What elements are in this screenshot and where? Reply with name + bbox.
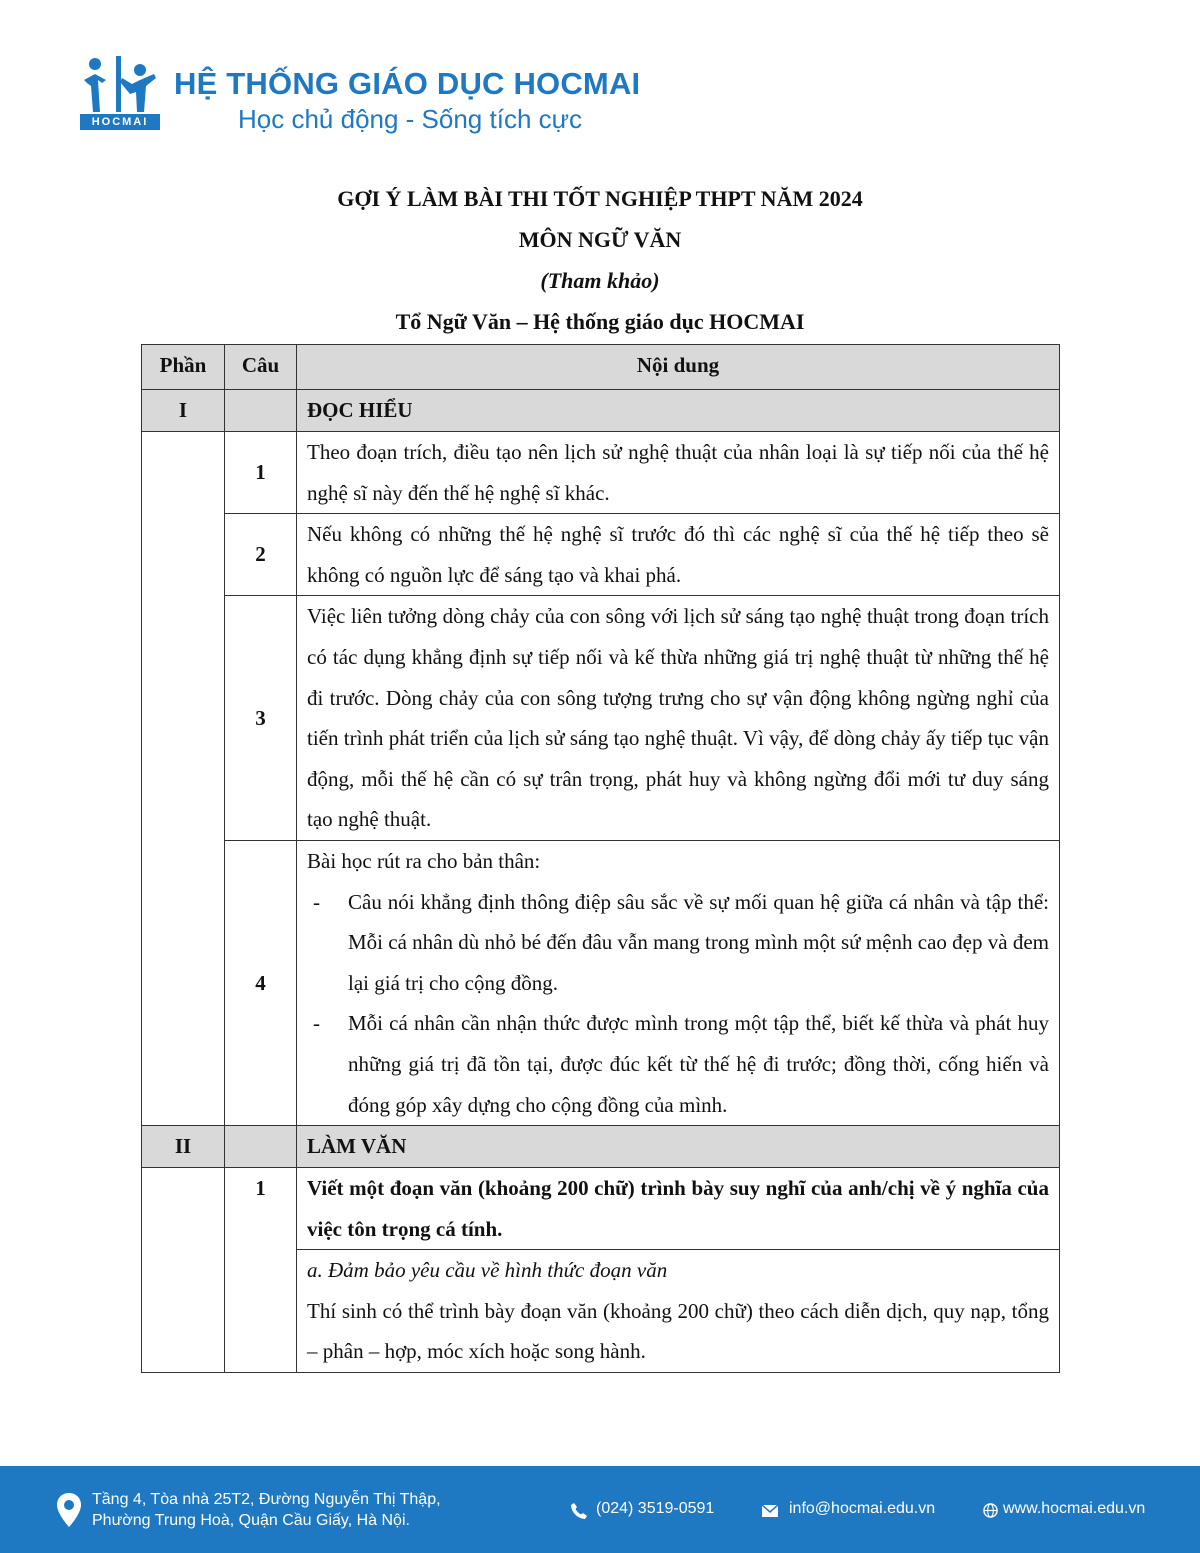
brand-slogan: Học chủ động - Sống tích cực bbox=[238, 104, 583, 134]
address-line: Tầng 4, Tòa nhà 25T2, Đường Nguyễn Thị Thập, bbox=[92, 1491, 441, 1508]
footer-website[interactable]: www.hocmai.edu.vn bbox=[1003, 1500, 1146, 1517]
document-title: GỢI Ý LÀM BÀI THI TỐT NGHIỆP THPT NĂM 2024 bbox=[337, 186, 863, 211]
table-row bbox=[142, 1168, 1060, 1250]
section-part: I bbox=[142, 390, 225, 432]
table-row bbox=[142, 596, 1060, 841]
section-part: II bbox=[142, 1126, 225, 1168]
answer-text: Theo đoạn trích, điều tạo nên lịch sử nghệ thuật của nhân loại là sự tiếp nối của thế hệ nghệ sĩ này đến thế hệ nghệ sĩ khác. bbox=[297, 432, 1060, 514]
section-title: ĐỌC HIỂU bbox=[297, 390, 1060, 432]
reference-note: (Tham khảo) bbox=[540, 268, 660, 293]
answer-cell bbox=[297, 1250, 1060, 1373]
footer-address bbox=[92, 1489, 441, 1531]
list-item bbox=[307, 882, 1049, 1004]
subject-title: MÔN NGỮ VĂN bbox=[518, 227, 682, 252]
bullet-dash: - bbox=[313, 889, 320, 914]
question-number: 3 bbox=[225, 596, 297, 841]
question-number: 4 bbox=[225, 840, 297, 1125]
bullet-text: Câu nói khẳng định thông điệp sâu sắc về sự mối quan hệ giữa cá nhân và tập thể: Mỗi cá nhân dù nhỏ bé đến đâu vẫn mang trong mình một sứ mệnh cao đẹp và đem lại giá trị cho cộng đồng. bbox=[348, 889, 1049, 995]
author-line: Tổ Ngữ Văn – Hệ thống giáo dục HOCMAI bbox=[395, 309, 805, 334]
answer-cell bbox=[297, 840, 1060, 1125]
brand-header bbox=[78, 48, 778, 138]
table-row bbox=[142, 514, 1060, 596]
section-title: LÀM VĂN bbox=[297, 1126, 1060, 1168]
answer-text: Nếu không có những thế hệ nghệ sĩ trước đó thì các nghệ sĩ của thế hệ tiếp theo sẽ không có nguồn lực để sáng tạo và khai phá. bbox=[297, 514, 1060, 596]
header-content: Nội dung bbox=[297, 345, 1060, 390]
question-prompt: Viết một đoạn văn (khoảng 200 chữ) trình bày suy nghĩ của anh/chị về ý nghĩa của việc tôn trọng cá tính. bbox=[297, 1168, 1060, 1250]
list-item bbox=[307, 1003, 1049, 1125]
phone-icon bbox=[570, 1502, 588, 1520]
answer-intro: Bài học rút ra cho bản thân: bbox=[307, 848, 541, 873]
location-pin-icon bbox=[56, 1492, 82, 1528]
question-number: 1 bbox=[225, 1168, 297, 1373]
answer-table bbox=[141, 344, 1060, 1373]
mail-icon bbox=[762, 1505, 778, 1517]
bullet-dash: - bbox=[313, 1011, 320, 1036]
table-row bbox=[142, 432, 1060, 514]
bullet-text: Mỗi cá nhân cần nhận thức được mình trong một tập thể, biết kế thừa và phát huy những giá trị đã tồn tại, được đúc kết từ thế hệ đi trước; đồng thời, cống hiến và đóng góp xây dựng cho cộng đồng của mình. bbox=[348, 1011, 1049, 1117]
table-header-row bbox=[142, 345, 1060, 390]
footer-phone[interactable]: (024) 3519-0591 bbox=[596, 1500, 715, 1517]
address-line: Phường Trung Hoà, Quận Cầu Giấy, Hà Nội. bbox=[92, 1512, 410, 1529]
globe-icon bbox=[983, 1503, 998, 1518]
section-row-reading bbox=[142, 390, 1060, 432]
contact-footer bbox=[0, 1466, 1200, 1553]
brand-name: HỆ THỐNG GIÁO DỤC HOCMAI bbox=[174, 66, 641, 101]
footer-email[interactable]: info@hocmai.edu.vn bbox=[789, 1500, 936, 1517]
criteria-text: Thí sinh có thể trình bày đoạn văn (khoảng 200 chữ) theo cách diễn dịch, quy nạp, tổng – phân – hợp, móc xích hoặc song hành. bbox=[307, 1298, 1049, 1364]
criteria-title: a. Đảm bảo yêu cầu về hình thức đoạn văn bbox=[307, 1258, 668, 1283]
question-number: 2 bbox=[225, 514, 297, 596]
question-number: 1 bbox=[225, 432, 297, 514]
answer-text: Việc liên tưởng dòng chảy của con sông với lịch sử sáng tạo nghệ thuật trong đoạn trích có tác dụng khẳng định sự tiếp nối và kế thừa những giá trị nghệ thuật từ những thế hệ đi trước. Dòng chảy của con sông tượng trưng cho sự vận động không ngừng nghỉ của tiến trình phát triển của lịch sử sáng tạo nghệ thuật. Vì vậy, để dòng chảy ấy tiếp tục vận động, mỗi thế hệ cần có sự trân trọng, phát huy và không ngừng đổi mới tư duy sáng tạo nghệ thuật. bbox=[297, 596, 1060, 841]
logo-badge: HOCMAI bbox=[80, 114, 160, 130]
header-part: Phần bbox=[142, 345, 225, 390]
document-titles bbox=[0, 178, 1200, 342]
table-row bbox=[142, 840, 1060, 1125]
header-question: Câu bbox=[225, 345, 297, 390]
section-row-writing bbox=[142, 1126, 1060, 1168]
